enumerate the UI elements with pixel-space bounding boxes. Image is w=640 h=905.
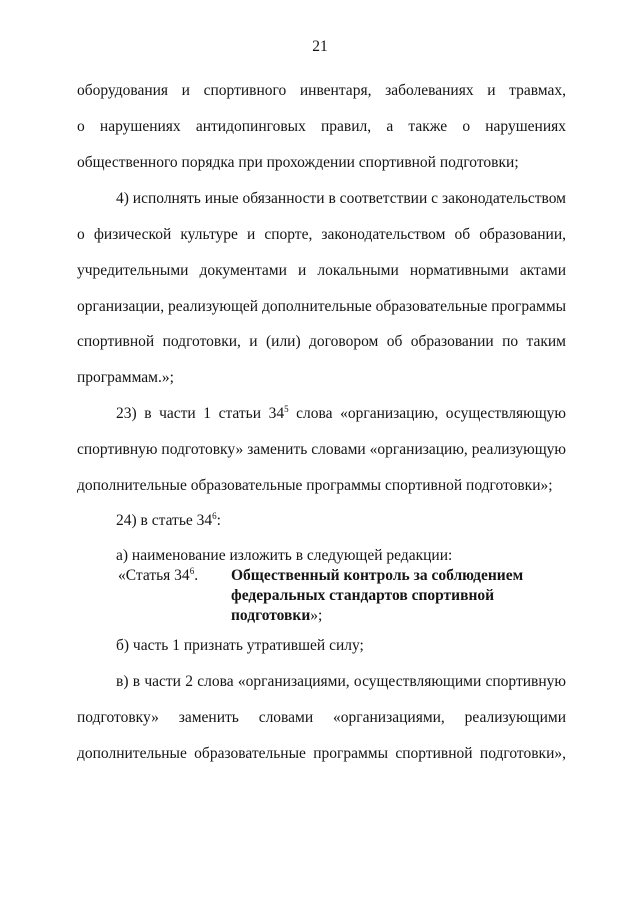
text-line: [116, 404, 566, 424]
article-title-line: федеральных стандартов спортивной: [231, 587, 495, 604]
text-line: а) наименование изложить в следующей редакции:: [116, 547, 453, 564]
text-line: 4) исполнять иные обязанности в соответствии с законодательством: [116, 190, 566, 207]
article-title-line: Общественный контроль за соблюдением: [231, 567, 524, 584]
superscript: 6: [189, 566, 195, 576]
text-line: организации, реализующей дополнительные образовательные программы: [77, 298, 567, 315]
article-label: [118, 566, 198, 586]
text-fragment: «Статья 34: [118, 567, 190, 584]
text-line: дополнительные образовательные программы спортивной подготовки»,: [77, 745, 566, 762]
text-line: программам.»;: [77, 369, 174, 386]
text-fragment: слова «организацию, осуществляющую: [288, 405, 566, 422]
text-line: в) в части 2 слова «организациями, осуществляющими спортивную: [116, 673, 566, 690]
text-fragment: :: [216, 512, 221, 529]
text-line: о физической культуре и спорте, законодательством об образовании,: [77, 226, 566, 243]
text-line: о нарушениях антидопинговых правил, а также о нарушениях: [77, 118, 566, 135]
text-fragment: .: [194, 567, 199, 584]
text-line: спортивную подготовку» заменить словами «организацию, реализующую: [77, 441, 566, 458]
text-line: учредительными документами и локальными нормативными актами: [77, 262, 566, 279]
text-line: подготовку» заменить словами «организациями, реализующими: [77, 709, 566, 726]
superscript: 5: [284, 404, 289, 414]
text-fragment: 23) в части 1 статьи 34: [116, 405, 285, 422]
article-title: [231, 566, 523, 626]
text-fragment: 24) в статье 34: [116, 512, 213, 529]
text-line: спортивной подготовки, и (или) договором об образовании по таким: [77, 333, 566, 350]
text-line: б) часть 1 признать утратившей силу;: [116, 637, 364, 654]
text-fragment: »;: [310, 607, 323, 624]
text-line: дополнительные образовательные программы спортивной подготовки»;: [77, 477, 553, 494]
text-line: [116, 511, 221, 531]
text-line: общественного порядка при прохождении спортивной подготовки;: [77, 154, 519, 171]
article-title-line: подготовки: [231, 607, 311, 624]
text-line: оборудования и спортивного инвентаря, заболеваниях и травмах,: [77, 82, 566, 99]
page-number: 21: [312, 38, 328, 55]
superscript: 6: [212, 511, 217, 521]
